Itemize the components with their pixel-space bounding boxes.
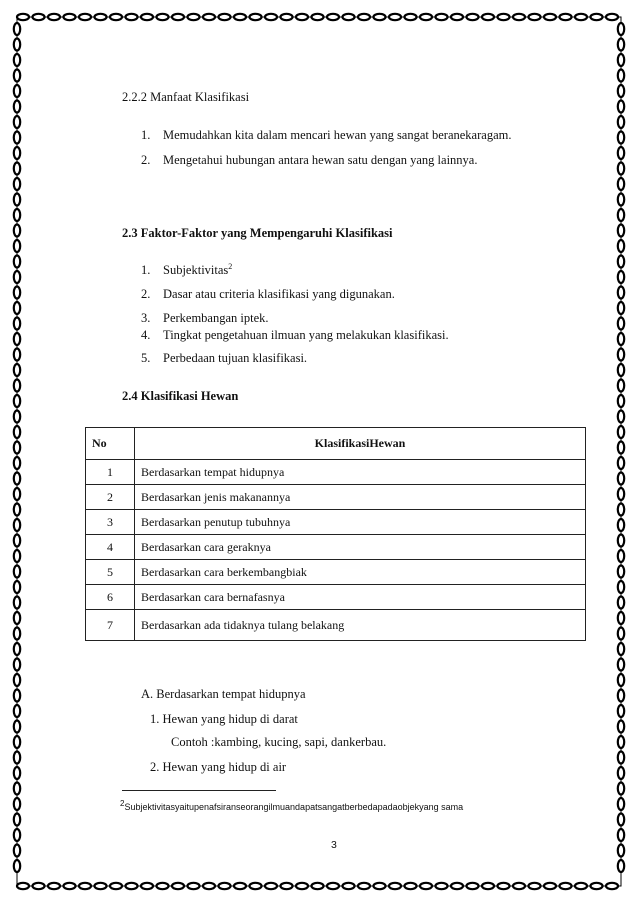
- table-row: 7 Berdasarkan ada tidaknya tulang belakang: [86, 610, 586, 641]
- table-row: 2 Berdasarkan jenis makanannya: [86, 485, 586, 510]
- table-row: 3 Berdasarkan penutup tubuhnya: [86, 510, 586, 535]
- section-heading-faktor: 2.3 Faktor-Faktor yang Mempengaruhi Klasifikasi: [122, 226, 393, 240]
- footnote-separator: [122, 790, 276, 791]
- page-number: 3: [331, 839, 337, 851]
- footnote-ref: 2: [228, 262, 233, 271]
- section-heading-manfaat: 2.2.2 Manfaat Klasifikasi: [122, 90, 250, 104]
- footnote: $^2$Subjektivitasyaitupenafsiranseorangilmuandapatsangatberbedapadaobjekyang sama: [120, 799, 464, 812]
- table-row: 5 Berdasarkan cara berkembangbiak: [86, 560, 586, 585]
- list-item: 5. Perbedaan tujuan klasifikasi.: [141, 351, 308, 365]
- list-item: 1. Memudahkan kita dalam mencari hewan yang sangat beranekaragam.: [141, 128, 512, 142]
- column-header-klasifikasi: KlasifikasiHewan: [135, 428, 586, 460]
- list-item: 3. Perkembangan iptek.: [141, 311, 269, 325]
- table-row: 6 Berdasarkan cara bernafasnya: [86, 585, 586, 610]
- footnote-marker: 2: [120, 799, 125, 808]
- column-header-no: No: [86, 428, 135, 460]
- list-item: 1. Subjektivitas$^2$: [141, 262, 233, 278]
- list-item: 2. Dasar atau criteria klasifikasi yang digunakan.: [141, 287, 395, 301]
- list-item: 2. Hewan yang hidup di air: [150, 760, 287, 774]
- section-heading-klasifikasi-hewan: 2.4 Klasifikasi Hewan: [122, 389, 239, 403]
- list-item: 2. Mengetahui hubungan antara hewan satu dengan yang lainnya.: [141, 153, 478, 167]
- table-header-row: [86, 428, 586, 460]
- table-row: 1 Berdasarkan tempat hidupnya: [86, 460, 586, 485]
- table-row: 4 Berdasarkan cara geraknya: [86, 535, 586, 560]
- subsection-heading-tempat-hidup: A. Berdasarkan tempat hidupnya: [141, 687, 306, 701]
- example-text: Contoh :kambing, kucing, sapi, dankerbau.: [171, 735, 387, 749]
- list-item: 1. Hewan yang hidup di darat: [150, 712, 298, 726]
- classification-table: [85, 427, 586, 641]
- list-item: 4. Tingkat pengetahuan ilmuan yang melakukan klasifikasi.: [141, 328, 449, 342]
